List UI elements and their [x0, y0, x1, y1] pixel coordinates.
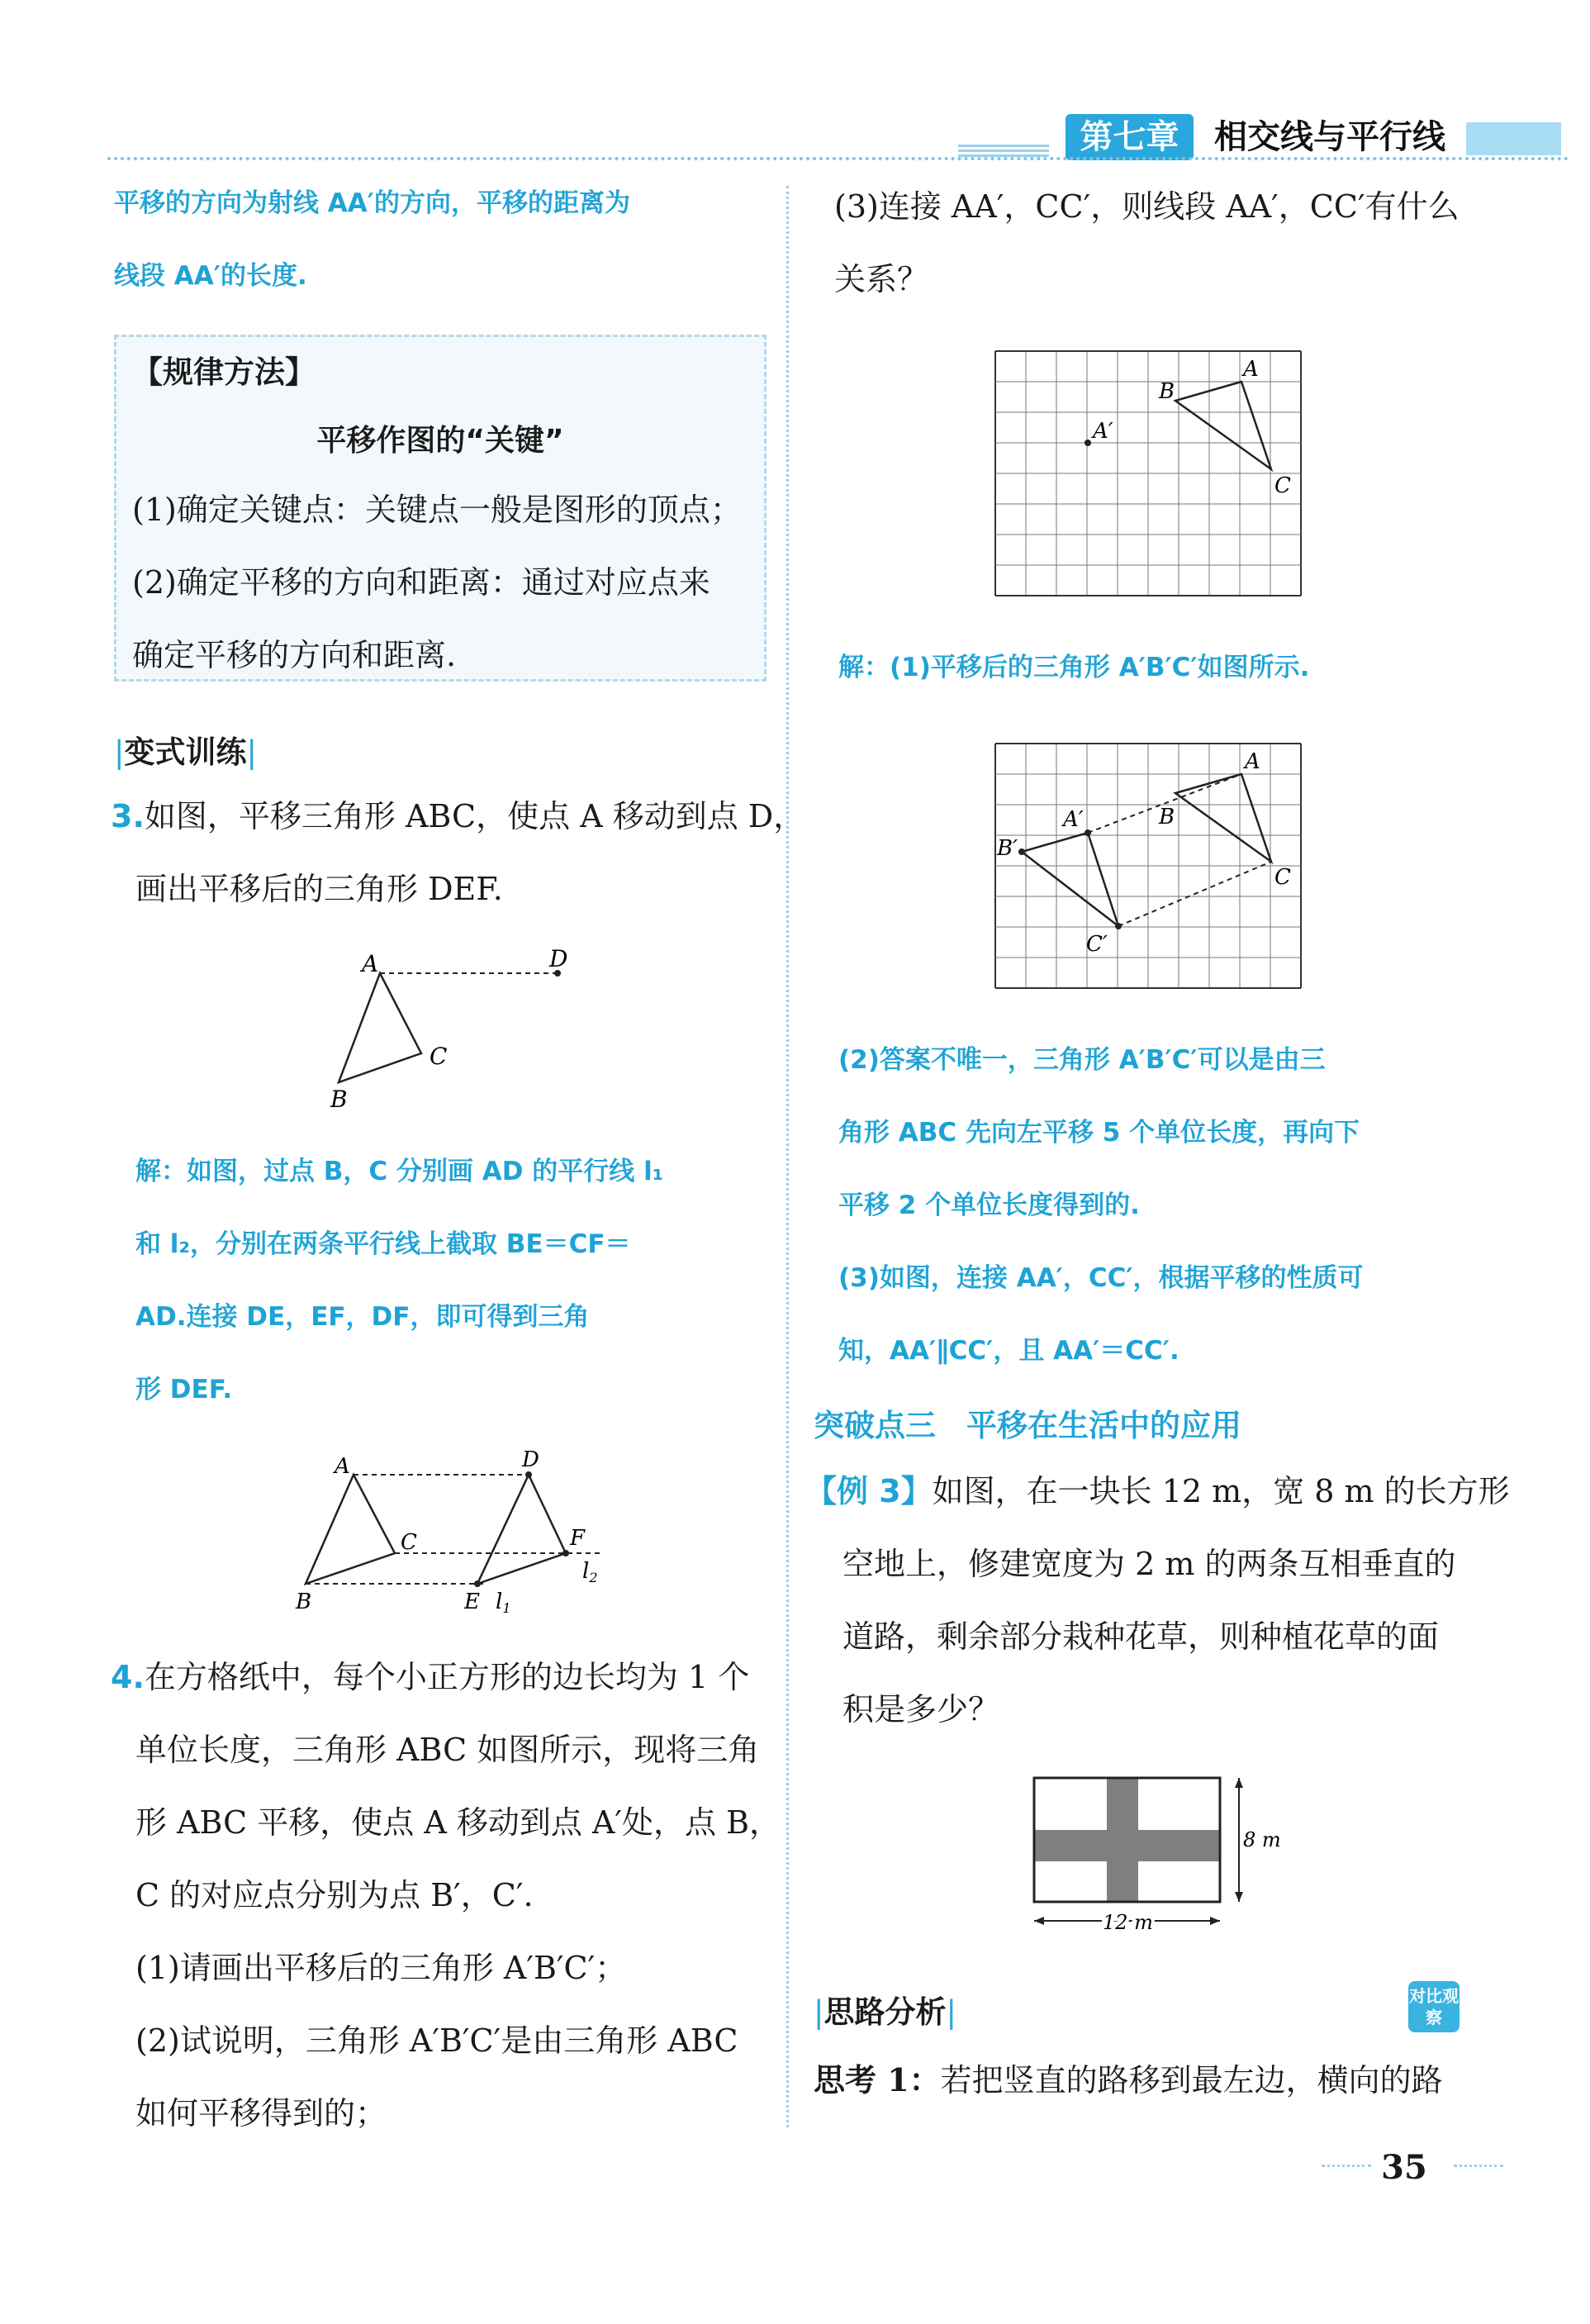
method-line-3: 确定平移的方向和距离. [132, 637, 457, 673]
answer2-line-3: 平移 2 个单位长度得到的. [838, 1191, 1140, 1220]
fig2-label-A: A [335, 1454, 350, 1479]
method-box-subtitle: 平移作图的“关键” [316, 424, 564, 458]
q3-fig-label-A: A [362, 950, 379, 977]
fig2-point-E [474, 1580, 481, 1587]
q3-number: 3. [111, 798, 145, 834]
grid-figure-1 [987, 347, 1309, 603]
grid1-triangle-ABC [1175, 382, 1271, 469]
chapter-title: 相交线与平行线 [1214, 118, 1445, 156]
road-fig-arrow-down [1235, 1892, 1243, 1902]
grid1-label-A: A [1243, 357, 1259, 382]
road-figure [1024, 1768, 1289, 1941]
think-line [814, 2061, 1443, 2100]
label-bar-right: | [246, 734, 257, 770]
grid1-label-C: C [1274, 473, 1291, 498]
page-deco-right [1454, 2165, 1503, 2167]
grid1-label-B: B [1159, 379, 1175, 404]
header-bar [1466, 122, 1561, 155]
q4-part3-line-2: 关系？ [834, 261, 929, 297]
grid1-lines [995, 351, 1301, 596]
analysis-label [814, 1987, 956, 2032]
grid2-label-A: A [1245, 749, 1260, 774]
grid2-dash-CC1 [1118, 862, 1271, 926]
answer2-line-1: (2)答案不唯一，三角形 A′B′C′可以是由三 [838, 1045, 1326, 1075]
fig2-label-C: C [401, 1530, 417, 1555]
column-divider [786, 186, 789, 2127]
fig2-triangle-ABC [306, 1475, 395, 1584]
top-answer-line-1: 平移的方向为射线 AA′的方向，平移的距离为 [114, 188, 630, 218]
fig2-label-D: D [522, 1450, 539, 1472]
think-text: 若把竖直的路移到最左边，横向的路 [940, 2062, 1443, 2098]
method-line-2: (2)确定平移的方向和距离：通过对应点来 [132, 564, 710, 601]
header-stripes [958, 142, 1049, 157]
breakthrough-heading: 突破点三 平移在生活中的应用 [814, 1408, 1241, 1443]
grid1-point-A1 [1085, 440, 1091, 446]
q4-line-3: 形 ABC 平移，使点 A 移动到点 A′处，点 B， [135, 1804, 781, 1841]
grid2-label-A1: A′ [1063, 807, 1084, 832]
q3-answer-line-2: 和 l₂，分别在两条平行线上截取 BE＝CF＝ [135, 1229, 631, 1259]
road-fig-horizontal-road [1034, 1830, 1220, 1861]
q4-line-5: (1)请画出平移后的三角形 A′B′C′； [135, 1950, 627, 1986]
answer2-line-2: 角形 ABC 先向左平移 5 个单位长度，再向下 [838, 1118, 1360, 1148]
top-answer-line-2: 线段 AA′的长度. [114, 261, 307, 291]
method-line-1: (1)确定关键点：关键点一般是图形的顶点； [132, 492, 742, 528]
chapter-badge: 第七章 [1066, 114, 1194, 160]
analysis-bar-right: | [946, 1994, 956, 2030]
q3-fig-label-B: B [330, 1086, 348, 1113]
q4-number: 4. [111, 1659, 145, 1695]
grid2-triangle-ABC [1175, 774, 1271, 862]
label-bar-left: | [114, 734, 125, 770]
fig2-label-E: E [464, 1590, 480, 1614]
grid2-label-B: B [1159, 805, 1175, 829]
q3-figure [314, 942, 595, 1124]
variant-training-label [114, 727, 257, 772]
example-line-3: 道路，剩余部分栽种花草，则种植花草的面 [842, 1618, 1440, 1655]
q3-line-1 [111, 798, 804, 836]
q3-text-1: 如图，平移三角形 ABC，使点 A 移动到点 D， [144, 798, 805, 834]
road-fig-arrow-right [1210, 1917, 1220, 1925]
grid2-label-B1: B′ [997, 836, 1018, 861]
fig2-point-D [525, 1471, 532, 1478]
q3-fig-label-C: C [430, 1043, 448, 1070]
grid2-point-B1 [1018, 848, 1025, 855]
grid2-triangle-A1B1C1 [1022, 833, 1118, 926]
q3-answer-figure [289, 1450, 619, 1623]
q4-line-6: (2)试说明，三角形 A′B′C′是由三角形 ABC [135, 2022, 738, 2059]
grid-figure-2 [987, 739, 1309, 996]
grid2-label-C1: C′ [1086, 932, 1108, 957]
example-line-2: 空地上，修建宽度为 2 m 的两条互相垂直的 [842, 1546, 1456, 1582]
q4-line-7: 如何平移得到的； [135, 2095, 387, 2132]
fig2-label-l2 [582, 1559, 598, 1585]
fig2-label-l2-letter: l [582, 1559, 590, 1584]
fig2-point-F [562, 1550, 569, 1556]
q4-text-1: 在方格纸中，每个小正方形的边长均为 1 个 [144, 1659, 750, 1695]
fig2-label-l1 [496, 1590, 511, 1616]
q3-answer-line-4: 形 DEF. [135, 1375, 233, 1404]
header-divider [107, 157, 1569, 160]
fig2-label-l1-letter: l [496, 1590, 503, 1614]
answer3-line-2: 知，AA′∥CC′，且 AA′＝CC′. [838, 1336, 1179, 1366]
q3-fig-triangle [339, 973, 421, 1082]
q4-line-2: 单位长度，三角形 ABC 如图所示，现将三角 [135, 1732, 760, 1768]
grid2-point-A1 [1085, 829, 1091, 836]
example-line-4: 积是多少？ [842, 1691, 1000, 1728]
road-fig-height-label: 8 m [1243, 1828, 1281, 1851]
q3-answer-line-3: AD.连接 DE，EF，DF，即可得到三角 [135, 1302, 590, 1332]
q4-part3-line-1: (3)连接 AA′，CC′，则线段 AA′，CC′有什么 [834, 188, 1459, 225]
grid2-label-C: C [1274, 865, 1291, 890]
analysis-text: 思路分析 [823, 1994, 947, 2030]
example-line-1 [805, 1473, 1510, 1511]
think-label: 思考 1： [814, 2061, 941, 2098]
road-fig-width-label: 12 m [1103, 1911, 1153, 1934]
q3-fig-label-D: D [549, 945, 568, 972]
fig2-label-F: F [570, 1526, 586, 1551]
variant-training-text: 变式训练 [124, 734, 247, 770]
grid2-point-C1 [1115, 923, 1122, 929]
analysis-bar-left: | [814, 1994, 824, 2030]
answer3-line-1: (3)如图，连接 AA′，CC′，根据平移的性质可 [838, 1263, 1364, 1293]
road-fig-arrow-left [1034, 1917, 1044, 1925]
method-box-heading: 【规律方法】 [132, 354, 316, 390]
fig2-label-l1-sub: 1 [502, 1600, 511, 1616]
q4-line-1 [111, 1659, 749, 1697]
q4-line-4: C 的对应点分别为点 B′，C′. [135, 1877, 534, 1913]
answer1-line: 解：(1)平移后的三角形 A′B′C′如图所示. [838, 653, 1310, 682]
fig2-triangle-DEF [477, 1475, 566, 1584]
grid1-label-A1: A′ [1093, 419, 1113, 444]
page-number: 35 [1381, 2148, 1427, 2187]
road-fig-arrow-up [1235, 1778, 1243, 1788]
example-text-1: 如图，在一块长 12 m，宽 8 m 的长方形 [932, 1473, 1510, 1509]
q3-line-2: 画出平移后的三角形 DEF. [135, 871, 503, 907]
q3-answer-line-1: 解：如图，过点 B，C 分别画 AD 的平行线 l₁ [135, 1157, 664, 1186]
fig2-label-l2-sub: 2 [589, 1570, 598, 1585]
fig2-label-B: B [296, 1590, 312, 1614]
compare-observe-icon: 对比观察 [1408, 1981, 1459, 2032]
example-tag: 【例 3】 [805, 1473, 933, 1509]
